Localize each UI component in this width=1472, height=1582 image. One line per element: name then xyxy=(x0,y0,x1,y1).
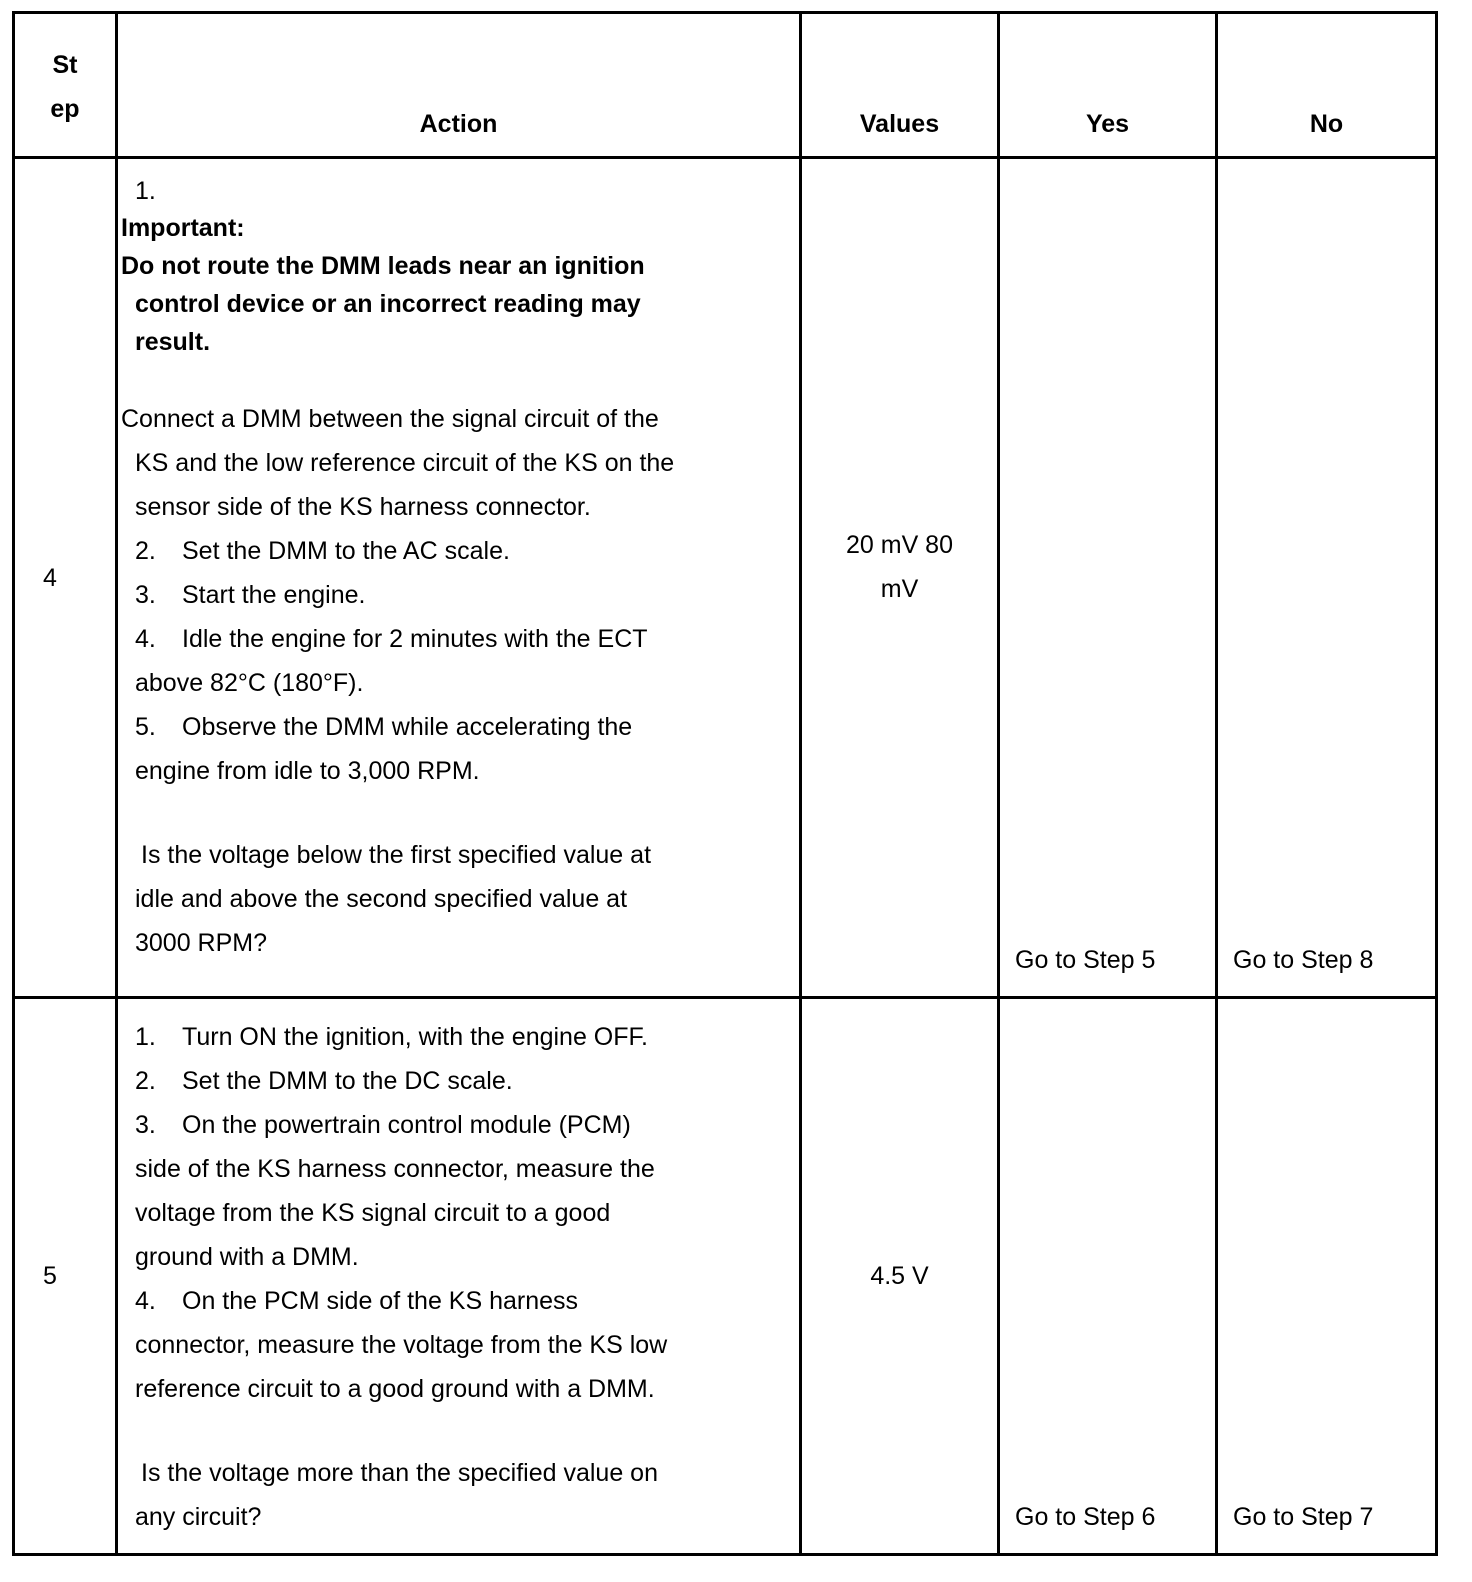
header-action: Action xyxy=(117,13,801,158)
header-row xyxy=(14,13,1437,158)
step-item: 4. Idle the engine for 2 minutes with the ECT xyxy=(135,625,648,653)
header-no: No xyxy=(1217,13,1437,158)
values-cell: 4.5 V xyxy=(801,998,999,1555)
important-text-line: result. xyxy=(135,328,211,356)
action-cell xyxy=(117,158,801,998)
yes-cell: Go to Step 6 xyxy=(999,998,1217,1555)
table-row-step-4 xyxy=(14,158,1437,998)
step-item-continued: engine from idle to 3,000 RPM. xyxy=(135,757,480,785)
step-item: 2. Set the DMM to the AC scale. xyxy=(135,537,510,565)
step-item: 5. Observe the DMM while accelerating the xyxy=(135,713,633,741)
question-line: 3000 RPM? xyxy=(135,929,268,957)
step-item: 2. Set the DMM to the DC scale. xyxy=(135,1067,513,1095)
action-text-line: sensor side of the KS harness connector. xyxy=(135,493,591,521)
no-cell: Go to Step 7 xyxy=(1217,998,1437,1555)
step-item-continued: voltage from the KS signal circuit to a good xyxy=(135,1199,611,1227)
action-text-line: KS and the low reference circuit of the KS on the xyxy=(135,449,675,477)
header-step: St ep xyxy=(14,13,117,158)
step-item: 3. Start the engine. xyxy=(135,581,366,609)
step-item-continued: connector, measure the voltage from the KS low xyxy=(135,1331,668,1359)
question-line: Is the voltage more than the specified value on xyxy=(141,1459,658,1487)
important-text-line: Do not route the DMM leads near an ignition xyxy=(121,252,645,280)
step-item: 3. On the powertrain control module (PCM) xyxy=(135,1111,631,1139)
important-text-line: control device or an incorrect reading may xyxy=(135,290,641,318)
step-item-number: 1. xyxy=(135,177,156,205)
table-row-step-5 xyxy=(14,998,1437,1555)
step-item: 4. On the PCM side of the KS harness xyxy=(135,1287,579,1315)
yes-cell: Go to Step 5 xyxy=(999,158,1217,998)
question-line: Is the voltage below the first specified value at xyxy=(141,841,652,869)
question-line: any circuit? xyxy=(135,1503,262,1531)
header-yes: Yes xyxy=(999,13,1217,158)
no-cell: Go to Step 8 xyxy=(1217,158,1437,998)
step-number: 5 xyxy=(14,998,117,1555)
question-line: idle and above the second specified value at xyxy=(135,885,628,913)
diagnostic-table xyxy=(12,11,1438,1556)
values-cell: 20 mV 80 mV xyxy=(801,158,999,998)
step-item-continued: above 82°C (180°F). xyxy=(135,669,364,697)
step-item-continued: reference circuit to a good ground with a DMM. xyxy=(135,1375,655,1403)
step-item-continued: ground with a DMM. xyxy=(135,1243,359,1271)
header-values: Values xyxy=(801,13,999,158)
important-label: Important: xyxy=(121,214,245,242)
step-item-continued: side of the KS harness connector, measure the xyxy=(135,1155,655,1183)
action-cell xyxy=(117,998,801,1555)
step-item: 1. Turn ON the ignition, with the engine OFF. xyxy=(135,1023,648,1051)
step-number: 4 xyxy=(14,158,117,998)
action-text-line: Connect a DMM between the signal circuit of the xyxy=(121,405,659,433)
